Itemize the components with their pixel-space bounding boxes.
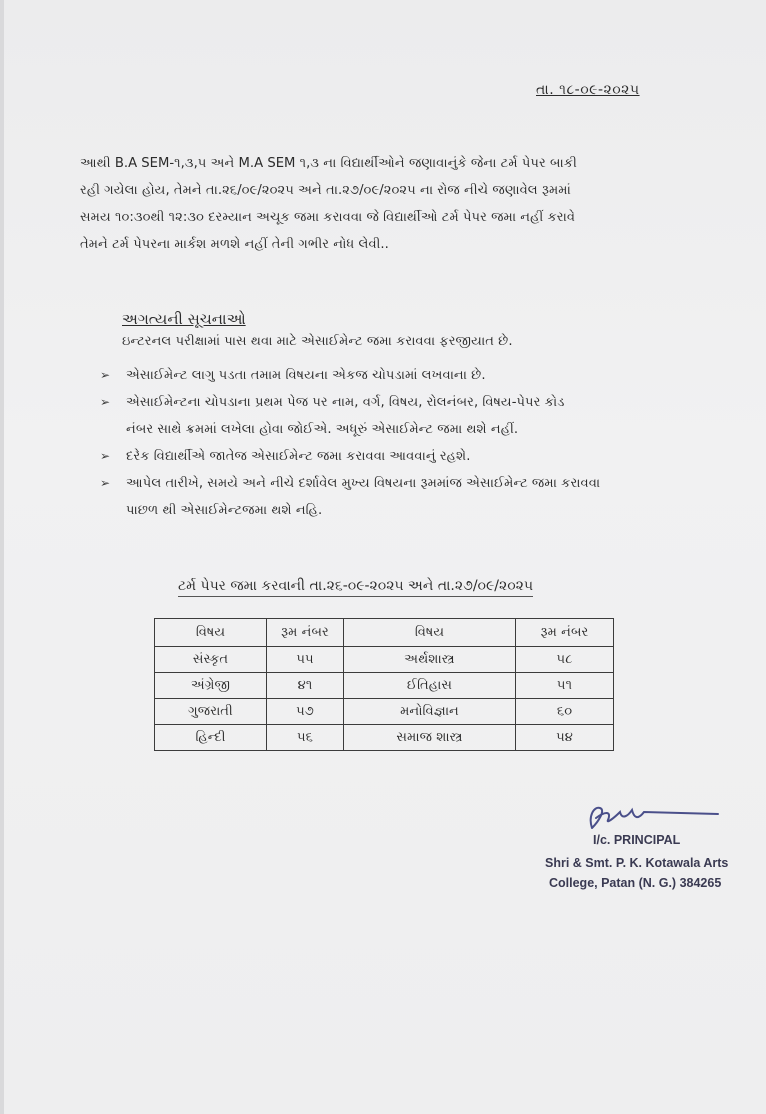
notice-date: તા. ૧૮-૦૯-૨૦૨૫ (536, 82, 640, 98)
table-row (155, 699, 614, 725)
bullet-arrow-icon: ➢ (100, 395, 111, 409)
table-cell: ૫૬ (267, 725, 344, 751)
bullet-arrow-icon: ➢ (100, 476, 111, 490)
table-cell: સંસ્કૃત (155, 647, 267, 673)
paragraph-line: તેમને ટર્મ પેપરના માર્કશ મળશે નહીં તેની ગભીર નોધ લેવી.. (80, 237, 389, 252)
table-row (155, 673, 614, 699)
bullet-arrow-icon: ➢ (100, 368, 111, 382)
table-cell: ૫૮ (516, 647, 614, 673)
table-cell: ૫૭ (267, 699, 344, 725)
instruction-line: પાછળ થી એસાઈમેન્ટજમા થશે નહિ. (126, 503, 323, 518)
paragraph-line: રહી ગયેલા હોય, તેમને તા.૨૬/૦૯/૨૦૨૫ અને તા.૨૭/૦૯/૨૦૨૫ ના રોજ નીચે જણાવેલ રૂમમાં (80, 183, 571, 198)
notice-paragraph (80, 150, 680, 258)
college-name-line: Shri & Smt. P. K. Kotawala Arts (545, 856, 729, 870)
table-cell: અર્થશાસ્ત્ર (344, 647, 516, 673)
header-cell: રૂમ નંબર (516, 619, 614, 647)
table-cell: ગુજરાતી (155, 699, 267, 725)
table-cell: ૫૪ (516, 725, 614, 751)
table-header-row (155, 619, 614, 647)
instruction-line: દરેક વિદ્યાર્થીએ જાતેજ એસાઈમેન્ટ જમા કરાવવા આવવાનું રહશે. (126, 449, 471, 464)
paragraph-line: આથી B.A SEM-૧,૩,૫ અને M.A SEM ૧,૩ ના વિદ્યાર્થીઓને જણાવાનુંકે જેના ટર્મ પેપર બાકી (80, 156, 577, 171)
paragraph-line: સમય ૧૦:૩૦થી ૧૨:૩૦ દરમ્યાન અચૂક જમા કરાવવા જે વિદ્યાર્થીઓ ટર્મ પેપર જમા નહીં કરાવે (80, 210, 576, 225)
table-cell: ૫૫ (267, 647, 344, 673)
table-cell: હિન્દી (155, 725, 267, 751)
room-allocation-table (154, 618, 614, 751)
header-cell: વિષય (344, 619, 516, 647)
instructions-heading: અગત્યની સૂચનાઓ (122, 310, 246, 328)
instruction-line: એસાઈમેન્ટ લાગુ પડતા તમામ વિષયના એકજ ચોપડામાં લખવાના છે. (126, 368, 486, 383)
instruction-item (100, 470, 700, 524)
header-cell: રૂમ નંબર (267, 619, 344, 647)
instructions-list (100, 362, 700, 524)
header-cell: વિષય (155, 619, 267, 647)
college-address-line: College, Patan (N. G.) 384265 (549, 876, 722, 890)
table-cell: ૫૧ (516, 673, 614, 699)
principal-title: I/c. PRINCIPAL (593, 833, 681, 847)
instruction-line: નંબર સાથે ક્રમમાં લખેલા હોવા જોઈએ. અધૂરું એસાઈમેન્ટ જમા થશે નહીં. (126, 422, 519, 437)
bullet-arrow-icon: ➢ (100, 449, 111, 463)
instruction-item (100, 389, 700, 443)
instructions-intro: ઇન્ટરનલ પરીક્ષામાં પાસ થવા માટે એસાઈમેન્ટ જમા કરાવવા ફરજીયાત છે. (122, 334, 513, 349)
table-cell: ૪૧ (267, 673, 344, 699)
table-title: ટર્મ પેપર જમા કરવાની તા.૨૬-૦૯-૨૦૨૫ અને તા.૨૭/૦૯/૨૦૨૫ (178, 578, 533, 597)
handwritten-signature (578, 798, 738, 838)
table-cell: સમાજ શાસ્ત્ર (344, 725, 516, 751)
table-row (155, 725, 614, 751)
instruction-line: આપેલ તારીખે, સમયે અને નીચે દર્શાવેલ મુખ્ય વિષયના રૂમમાંજ એસાઈમેન્ટ જમા કરાવવા (126, 476, 601, 491)
instruction-line: એસાઈમેન્ટના ચોપડાના પ્રથમ પેજ પર નામ, વર્ગ, વિષય, રોલનંબર, વિષય-પેપર કોડ (126, 395, 565, 410)
instruction-item (100, 362, 700, 389)
table-cell: અંગ્રેજી (155, 673, 267, 699)
instruction-item (100, 443, 700, 470)
table-cell: મનોવિજ્ઞાન (344, 699, 516, 725)
table-cell: ઈતિહાસ (344, 673, 516, 699)
table-row (155, 647, 614, 673)
table-cell: ૬૦ (516, 699, 614, 725)
